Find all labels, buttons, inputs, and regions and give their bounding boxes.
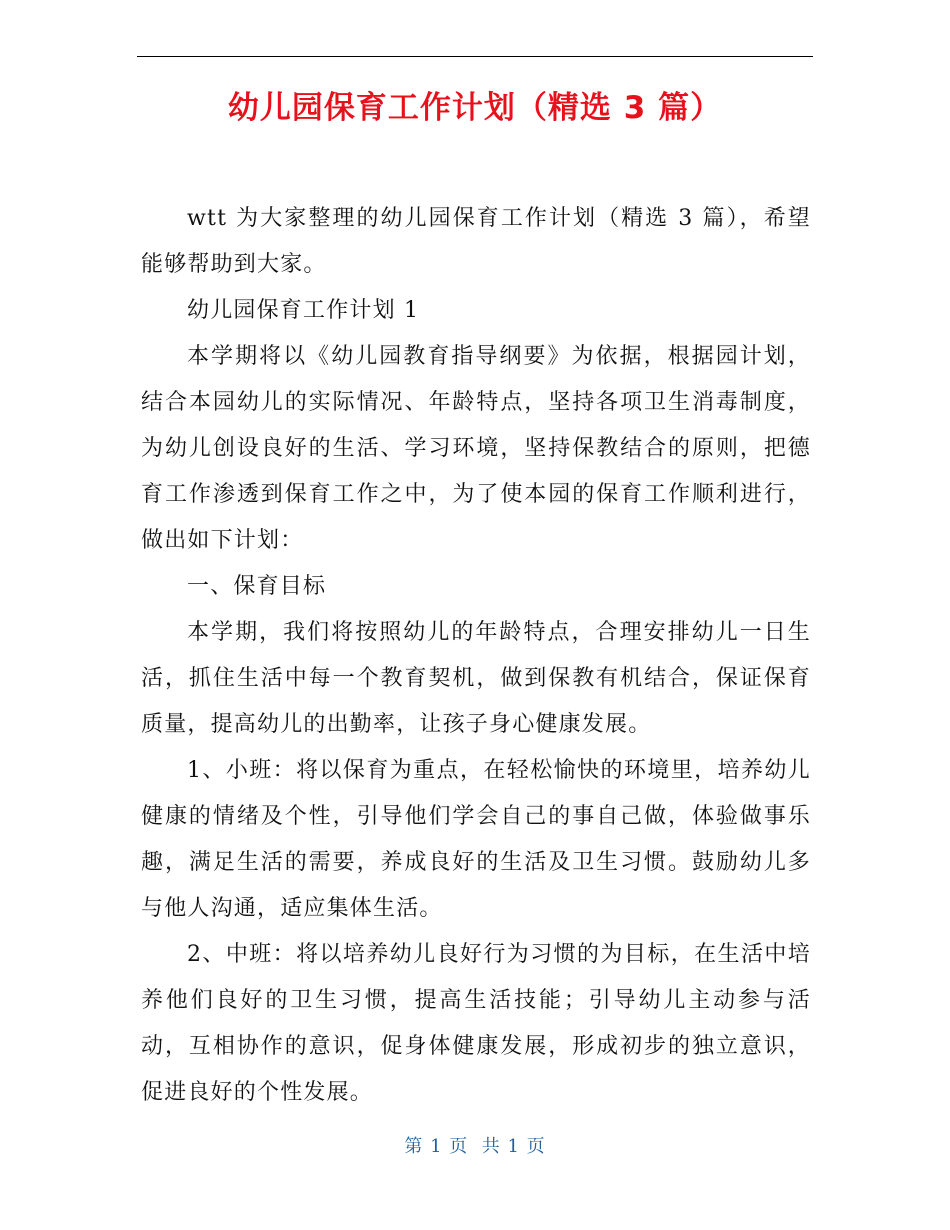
- section-heading: 幼儿园保育工作计划 1: [187, 298, 420, 323]
- header-rule: [137, 56, 813, 57]
- document-title: 幼儿园保育工作计划（精选 3 篇）: [227, 90, 723, 126]
- list-item: 2、中班：将以培养幼儿良好行为习惯的为目标，在生活中培养他们良好的卫生习惯，提高生活技能；引导幼儿主动参与活动，互相协作的意识，促身体健康发展，形成初步的独立意识，促进良好的个性发展。: [141, 942, 811, 1105]
- document-body: [141, 196, 811, 1116]
- page-footer: [0, 1133, 950, 1161]
- footer-middle: 页 共: [449, 1136, 501, 1157]
- footer-suffix: 页: [526, 1136, 546, 1157]
- subsection-heading: 一、保育目标: [187, 574, 327, 599]
- list-item: 1、小班：将以保育为重点，在轻松愉快的环境里，培养幼儿健康的情绪及个性，引导他们学会自己的事自己做，体验做事乐趣，满足生活的需要，养成良好的生活及卫生习惯。鼓励幼儿多与他人沟通，适应集体生活。: [141, 758, 811, 921]
- body-paragraph: 本学期将以《幼儿园教育指导纲要》为依据，根据园计划，结合本园幼儿的实际情况、年龄特点，坚持各项卫生消毒制度，为幼儿创设良好的生活、学习环境，坚持保教结合的原则，把德育工作渗透到保育工作之中，为了使本园的保育工作顺利进行，做出如下计划：: [141, 344, 811, 553]
- body-paragraph: 本学期，我们将按照幼儿的年龄特点，合理安排幼儿一日生活，抓住生活中每一个教育契机，做到保教有机结合，保证保育质量，提高幼儿的出勤率，让孩子身心健康发展。: [141, 620, 811, 737]
- footer-prefix: 第: [404, 1136, 424, 1157]
- intro-paragraph: wtt 为大家整理的幼儿园保育工作计划（精选 3 篇），希望能够帮助到大家。: [141, 206, 811, 277]
- footer-current-page: 1: [430, 1136, 443, 1157]
- footer-total-pages: 1: [507, 1136, 520, 1157]
